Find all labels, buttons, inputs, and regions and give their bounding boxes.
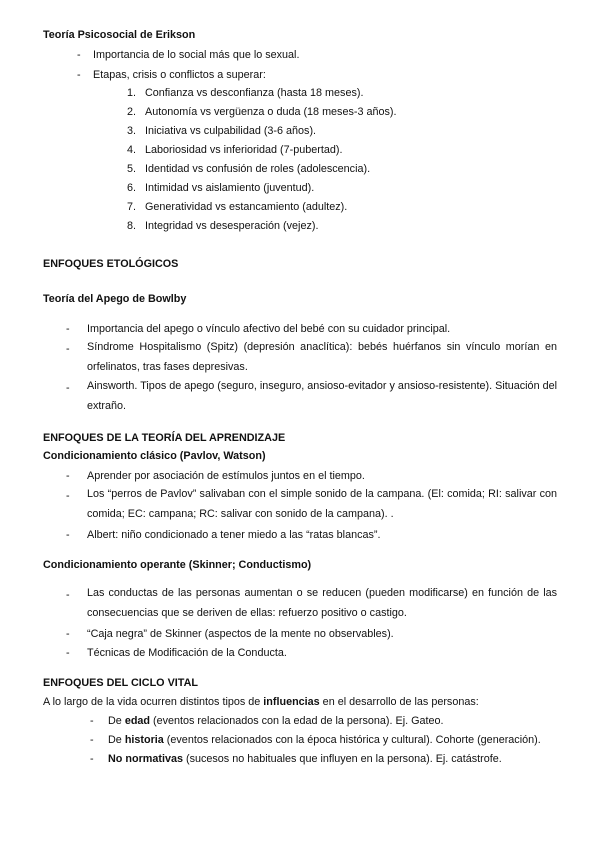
erikson-stage: Generatividad vs estancamiento (adultez). xyxy=(145,201,348,213)
bullet-dash: - xyxy=(90,715,94,727)
bullet-dash: - xyxy=(66,647,70,659)
bullet-dash: - xyxy=(66,343,70,355)
clasico-item: Aprender por asociación de estímulos juntos en el tiempo. xyxy=(87,470,365,482)
ciclo-item xyxy=(108,752,502,766)
section-heading: ENFOQUES ETOLÓGICOS xyxy=(43,258,179,270)
clasico-title: Condicionamiento clásico (Pavlov, Watson) xyxy=(43,450,266,462)
operante-item: Técnicas de Modificación de la Conducta. xyxy=(87,647,287,659)
stage-number: 2. xyxy=(126,106,136,118)
clasico-item: Albert: niño condicionado a tener miedo a las “ratas blancas”. xyxy=(87,529,381,541)
bullet-dash: - xyxy=(66,470,70,482)
erikson-stage: Identidad vs confusión de roles (adolescencia). xyxy=(145,163,371,175)
bullet-dash: - xyxy=(66,628,70,640)
stage-number: 6. xyxy=(126,182,136,194)
erikson-stage: Intimidad vs aislamiento (juventud). xyxy=(145,182,315,194)
bullet-dash: - xyxy=(77,69,81,81)
stage-number: 8. xyxy=(126,220,136,232)
stage-number: 1. xyxy=(126,87,136,99)
ciclo-intro-pre: A lo largo de la vida ocurren distintos tipos de xyxy=(43,696,264,708)
ciclo-item xyxy=(108,714,444,728)
stage-number: 3. xyxy=(126,125,136,137)
stage-number: 5. xyxy=(126,163,136,175)
ciclo-item-post: (eventos relacionados con la edad de la persona). Ej. Gateo. xyxy=(150,715,444,727)
bullet-dash: - xyxy=(90,734,94,746)
bullet-dash: - xyxy=(66,589,70,601)
ciclo-item-bold: No normativas xyxy=(108,753,183,765)
bullet-dash: - xyxy=(77,49,81,61)
bowlby-item: Síndrome Hospitalismo (Spitz) (depresión anaclítica): bebés huérfanos sin vínculo morían en orfelinatos, tras fases depresivas. xyxy=(87,341,557,373)
operante-item: Las conductas de las personas aumentan o se reducen (pueden modificarse) en función de las consecuencias que se deriven de ellas: refuerzo positivo o castigo. xyxy=(87,587,557,619)
ciclo-item-pre: De xyxy=(108,734,125,746)
ciclo-intro-bold: influencias xyxy=(263,696,320,708)
erikson-item: Etapas, crisis o conflictos a superar: xyxy=(93,69,266,81)
ciclo-item-bold: edad xyxy=(124,715,151,727)
stage-number: 7. xyxy=(126,201,136,213)
section-heading: ENFOQUES DE LA TEORÍA DEL APRENDIZAJE xyxy=(43,432,286,444)
ciclo-item-post: (eventos relacionados con la época histórica y cultural). Cohorte (generación). xyxy=(163,734,541,746)
erikson-item: Importancia de lo social más que lo sexual. xyxy=(93,49,300,61)
ciclo-intro xyxy=(43,695,479,709)
erikson-stage: Integridad vs desesperación (vejez). xyxy=(145,220,319,232)
operante-item: “Caja negra” de Skinner (aspectos de la mente no observables). xyxy=(87,628,394,640)
stage-number: 4. xyxy=(126,144,136,156)
bullet-dash: - xyxy=(90,753,94,765)
bullet-dash: - xyxy=(66,382,70,394)
operante-title: Condicionamiento operante (Skinner; Conductismo) xyxy=(43,559,312,571)
bullet-dash: - xyxy=(66,490,70,502)
section-heading: ENFOQUES DEL CICLO VITAL xyxy=(43,677,198,689)
erikson-stage: Autonomía vs vergüenza o duda (18 meses-3 años). xyxy=(145,106,397,118)
clasico-item: Los “perros de Pavlov” salivaban con el simple sonido de la campana. (El: comida; RI: salivar con comida; EC: campana; RC: salivar con sonido de la campana). . xyxy=(87,488,557,520)
ciclo-intro-post: en el desarrollo de las personas: xyxy=(319,696,479,708)
erikson-title: Teoría Psicosocial de Erikson xyxy=(43,29,196,41)
erikson-stage: Laboriosidad vs inferioridad (7-pubertad). xyxy=(145,144,343,156)
erikson-stage: Iniciativa vs culpabilidad (3-6 años). xyxy=(145,125,317,137)
ciclo-item-bold: historia xyxy=(124,734,164,746)
bullet-dash: - xyxy=(66,323,70,335)
bowlby-title: Teoría del Apego de Bowlby xyxy=(43,293,187,305)
bullet-dash: - xyxy=(66,529,70,541)
erikson-stage: Confianza vs desconfianza (hasta 18 meses). xyxy=(145,87,364,99)
ciclo-item xyxy=(108,733,541,747)
bowlby-item: Ainsworth. Tipos de apego (seguro, inseguro, ansioso-evitador y ansioso-resistente). Situación del extraño. xyxy=(87,380,557,412)
bowlby-item: Importancia del apego o vínculo afectivo del bebé con su cuidador principal. xyxy=(87,323,451,335)
ciclo-item-post: (sucesos no habituales que influyen en la persona). Ej. catástrofe. xyxy=(183,753,502,765)
ciclo-item-pre: De xyxy=(108,715,125,727)
